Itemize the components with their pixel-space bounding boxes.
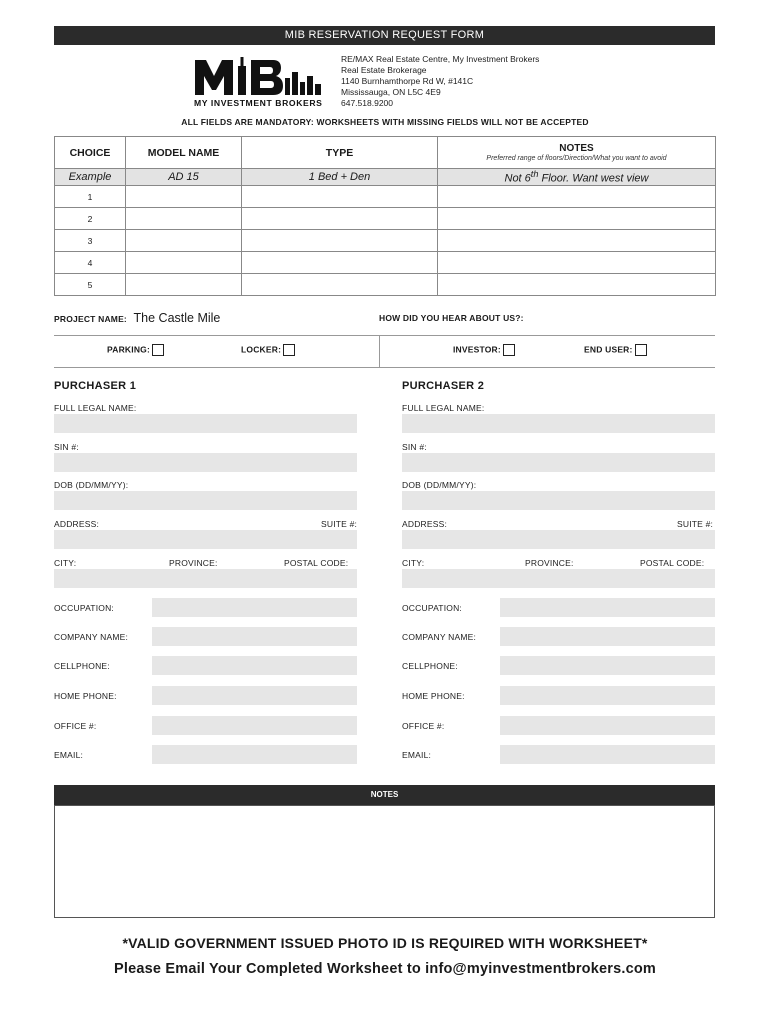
project-name-value: The Castle Mile (133, 311, 221, 325)
model-cell[interactable] (126, 274, 242, 296)
p2-sin-label: SIN #: (402, 442, 427, 452)
email-submission-notice: Please Email Your Completed Worksheet to info@myinvestmentbrokers.com (113, 961, 657, 977)
p1-address-label: ADDRESS: (54, 519, 100, 529)
p2-address-label: ADDRESS: (402, 519, 448, 529)
p1-cellphone-input[interactable] (152, 656, 357, 675)
p2-dob-input[interactable] (402, 491, 715, 510)
p1-suite-label: SUITE #: (321, 519, 358, 529)
p2-occupation-label: OCCUPATION: (402, 603, 462, 613)
end-user-checkbox[interactable] (635, 344, 647, 356)
p1-email-input[interactable] (152, 745, 357, 764)
referral-source-label: HOW DID YOU HEAR ABOUT US?: (379, 313, 524, 323)
p1-cellphone-label: CELLPHONE: (54, 661, 110, 671)
form-title: MIB RESERVATION REQUEST FORM (54, 26, 715, 45)
p2-occupation-input[interactable] (500, 598, 715, 617)
p2-cellphone-label: CELLPHONE: (402, 661, 458, 671)
notes-cell[interactable] (438, 230, 716, 252)
type-cell[interactable] (242, 252, 438, 274)
notes-header-title: NOTES (559, 142, 594, 154)
company-line: Real Estate Brokerage (341, 65, 427, 75)
p1-full-name-input[interactable] (54, 414, 357, 433)
p2-city-label: CITY: (402, 558, 425, 568)
company-line: RE/MAX Real Estate Centre, My Investment Brokers (341, 54, 540, 64)
company-logo (193, 56, 325, 108)
type-header: TYPE (242, 137, 438, 169)
p2-home-phone-input[interactable] (500, 686, 715, 705)
investor-label: INVESTOR: (453, 344, 501, 355)
p2-office-label: OFFICE #: (402, 721, 445, 731)
model-cell[interactable] (126, 186, 242, 208)
p2-home-phone-label: HOME PHONE: (402, 691, 465, 701)
notes-cell[interactable] (438, 274, 716, 296)
investor-option[interactable] (453, 344, 515, 356)
p1-sin-input[interactable] (54, 453, 357, 472)
notes-header (438, 137, 716, 169)
p2-office-input[interactable] (500, 716, 715, 735)
company-line: 1140 Burnhamthorpe Rd W, #141C (341, 76, 474, 86)
notes-header-hint: Preferred range of floors/Direction/What you want to avoid (486, 154, 667, 162)
p1-postal-code-label: POSTAL CODE: (284, 558, 349, 568)
table-row (55, 208, 716, 230)
p1-company-label: COMPANY NAME: (54, 632, 129, 642)
logo-tagline: MY INVESTMENT BROKERS (194, 98, 323, 108)
p2-cellphone-input[interactable] (500, 656, 715, 675)
end-user-label: END USER: (584, 344, 633, 355)
project-name-label: PROJECT NAME: (54, 314, 127, 324)
p2-email-label: EMAIL: (402, 750, 432, 760)
photo-id-notice: *VALID GOVERNMENT ISSUED PHOTO ID IS REQUIRED WITH WORKSHEET* (122, 935, 648, 951)
type-cell[interactable] (242, 274, 438, 296)
example-choice: Example (55, 169, 126, 186)
p2-address-input[interactable] (402, 530, 715, 549)
p1-province-label: PROVINCE: (169, 558, 218, 568)
p1-dob-label: DOB (DD/MM/YY): (54, 480, 129, 490)
p1-sin-label: SIN #: (54, 442, 79, 452)
p1-city-input[interactable] (54, 569, 357, 588)
row-number: 2 (55, 208, 126, 230)
p2-dob-label: DOB (DD/MM/YY): (402, 480, 477, 490)
company-phone: 647.518.9200 (341, 98, 393, 108)
p1-occupation-input[interactable] (152, 598, 357, 617)
row-number: 5 (55, 274, 126, 296)
p2-company-input[interactable] (500, 627, 715, 646)
p2-full-name-label: FULL LEGAL NAME: (402, 403, 485, 413)
table-row (55, 186, 716, 208)
notes-section-title: NOTES (54, 785, 715, 805)
notes-textarea[interactable] (54, 805, 715, 918)
parking-checkbox[interactable] (152, 344, 164, 356)
model-cell[interactable] (126, 230, 242, 252)
notes-cell[interactable] (438, 186, 716, 208)
choice-header: CHOICE (55, 137, 126, 169)
purchaser-2-heading: PURCHASER 2 (402, 380, 485, 392)
p1-home-phone-label: HOME PHONE: (54, 691, 117, 701)
unit-choices-table (54, 136, 716, 296)
type-cell[interactable] (242, 230, 438, 252)
p2-company-label: COMPANY NAME: (402, 632, 477, 642)
mib-logo-icon (193, 56, 325, 108)
p2-full-name-input[interactable] (402, 414, 715, 433)
company-address-block (341, 54, 539, 109)
project-name-field[interactable] (54, 311, 220, 325)
purchaser-1-heading: PURCHASER 1 (54, 380, 137, 392)
p2-email-input[interactable] (500, 745, 715, 764)
example-type: 1 Bed + Den (242, 169, 438, 186)
p1-occupation-label: OCCUPATION: (54, 603, 114, 613)
table-row (55, 252, 716, 274)
p2-province-label: PROVINCE: (525, 558, 574, 568)
row-number: 4 (55, 252, 126, 274)
mandatory-notice: ALL FIELDS ARE MANDATORY: WORKSHEETS WITH MISSING FIELDS WILL NOT BE ACCEPTED (181, 117, 589, 127)
p1-home-phone-input[interactable] (152, 686, 357, 705)
investor-checkbox[interactable] (503, 344, 515, 356)
table-row (55, 274, 716, 296)
table-row (55, 230, 716, 252)
p1-address-input[interactable] (54, 530, 357, 549)
company-line: Mississauga, ON L5C 4E9 (341, 87, 441, 97)
type-cell[interactable] (242, 208, 438, 230)
divider (54, 335, 715, 336)
model-cell[interactable] (126, 208, 242, 230)
p2-postal-code-label: POSTAL CODE: (640, 558, 705, 568)
notes-cell[interactable] (438, 208, 716, 230)
type-cell[interactable] (242, 186, 438, 208)
locker-option[interactable] (241, 344, 295, 356)
notes-cell[interactable] (438, 252, 716, 274)
divider (379, 336, 380, 367)
p1-full-name-label: FULL LEGAL NAME: (54, 403, 137, 413)
row-number: 1 (55, 186, 126, 208)
p2-suite-label: SUITE #: (677, 519, 714, 529)
p1-city-label: CITY: (54, 558, 77, 568)
example-notes: Not 6th Floor. Want west view (438, 169, 716, 186)
divider (54, 367, 715, 368)
model-name-header: MODEL NAME (126, 137, 242, 169)
locker-checkbox[interactable] (283, 344, 295, 356)
p2-city-input[interactable] (402, 569, 715, 588)
p1-dob-input[interactable] (54, 491, 357, 510)
p1-office-label: OFFICE #: (54, 721, 97, 731)
parking-label: PARKING: (107, 344, 150, 355)
p1-email-label: EMAIL: (54, 750, 84, 760)
p1-company-input[interactable] (152, 627, 357, 646)
row-number: 3 (55, 230, 126, 252)
p1-office-input[interactable] (152, 716, 357, 735)
example-model: AD 15 (126, 169, 242, 186)
example-row (55, 169, 716, 186)
table-header-row (55, 137, 716, 169)
parking-option[interactable] (107, 344, 164, 356)
p2-sin-input[interactable] (402, 453, 715, 472)
end-user-option[interactable] (584, 344, 647, 356)
model-cell[interactable] (126, 252, 242, 274)
locker-label: LOCKER: (241, 344, 282, 355)
